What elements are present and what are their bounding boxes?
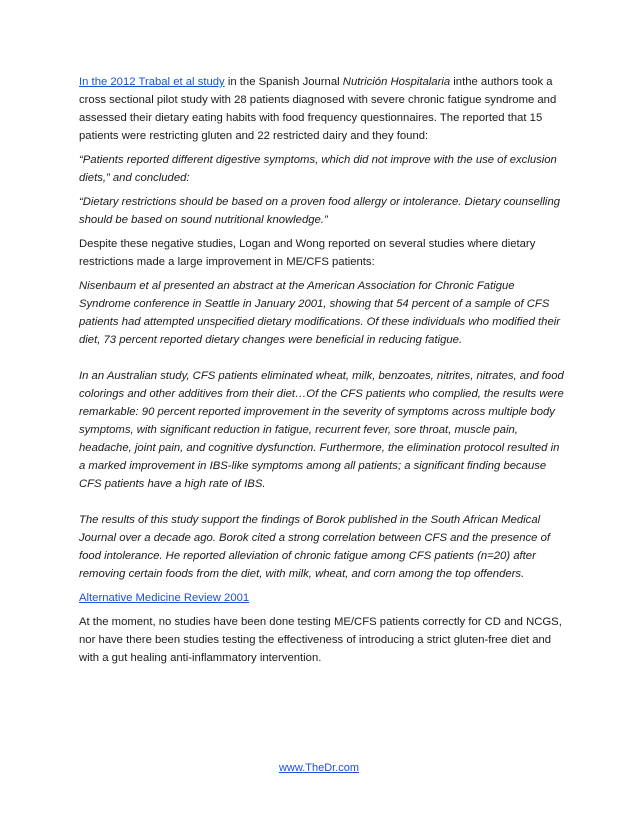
- trabal-study-link[interactable]: In the 2012 Trabal et al study: [79, 76, 225, 88]
- footer-website-link[interactable]: www.TheDr.com: [278, 762, 360, 774]
- spacer: [79, 355, 568, 367]
- borok-quote: The results of this study support the findings of Borok published in the South African Medical Journal over a decade ago. Borok cited a strong correlation between CFS and the presence of food intolerance. He reported alleviation of chronic fatigue among CFS patients (n=20) after removing certain foods from the diet, with milk, wheat, and corn among the top offenders.: [79, 514, 550, 580]
- logan-wong-paragraph: Despite these negative studies, Logan and Wong reported on several studies where dietary restrictions made a large improvement in ME/CFS patients:: [79, 238, 536, 268]
- spacer: [79, 499, 568, 511]
- intro-text-a: in the Spanish Journal: [224, 76, 343, 88]
- patients-quote: “Patients reported different digestive symptoms, which did not improve with the use of exclusion diets,” and concluded:: [79, 154, 557, 184]
- page-footer: [0, 762, 638, 774]
- intro-paragraph: [79, 73, 568, 145]
- source-paragraph: [79, 589, 568, 607]
- journal-name: Nutrición Hospitalaria: [342, 76, 451, 88]
- nisenbaum-quote: Nisenbaum et al presented an abstract at the American Association for Chronic Fatigue Syndrome conference in Seattle in January 2001, showing that 54 percent of a sample of CFS patients had attempted unspecified dietary modifications. Of these individuals who modified their diet, 73 percent reported dietary changes were beneficial in reducing fatigue.: [79, 280, 561, 346]
- conclusion-paragraph: At the moment, no studies have been done testing ME/CFS patients correctly for CD and NCGS, nor have there been studies testing the effectiveness of introducing a strict gluten-free diet and with a gut healing anti-inflammatory intervention.: [79, 616, 562, 664]
- alternative-medicine-review-link[interactable]: Alternative Medicine Review 2001: [79, 592, 250, 604]
- dietary-restrictions-quote: “Dietary restrictions should be based on a proven food allergy or intolerance. Dietary counselling should be based on sound nutritional knowledge.”: [79, 196, 561, 226]
- intro-text-b: inthe authors took a cross sectional pilot study with 28 patients diagnosed with severe chronic fatigue syndrome and assessed their dietary eating habits with food frequency questionnaires. The reported that 15 patients were restricting gluten and 22 restricted dairy and they found:: [79, 76, 557, 142]
- australian-study-quote: In an Australian study, CFS patients eliminated wheat, milk, benzoates, nitrites, nitrates, and food colorings and other additives from their diet…Of the CFS patients who complied, the results were remarkable: 90 percent reported improvement in the severity of symptoms across multiple body symptoms, with significant reduction in fatigue, recurrent fever, sore throat, muscle pain, headache, joint pain, and cognitive dysfunction. Furthermore, the elimination protocol resulted in a marked improvement in IBS-like symptoms among all patients; a significant finding because CFS patients have a high rate of IBS.: [79, 370, 564, 490]
